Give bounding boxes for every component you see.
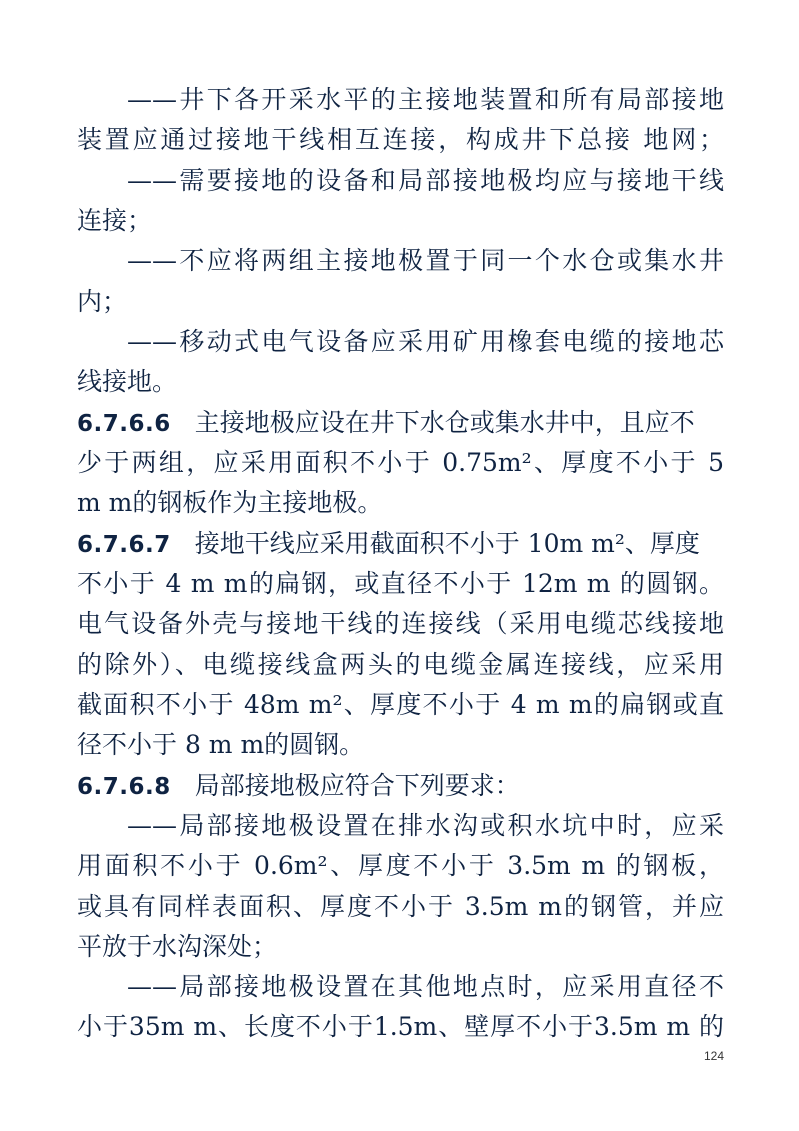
text-line: 平放于水沟深处； <box>77 932 278 961</box>
text-line: 或具有同样表面积、厚度不小于 3.5m m的钢管，并应 <box>77 892 724 921</box>
clause-6-7-6-6: 6.7.6.6 主接地极应设在井下水仓或集水井中，且应不 <box>77 408 695 437</box>
clause-6-7-6-7: 6.7.6.7 接地干线应采用截面积不小于 10m m²、厚度 <box>77 529 700 558</box>
text-line: 截面积不小于 48m m²、厚度不小于 4 m m的扁钢或直 <box>77 690 724 719</box>
text-line: ——不应将两组主接地极置于同一个水仓或集水井 <box>127 246 724 275</box>
text-line: 内； <box>77 287 128 316</box>
text-line: ——局部接地极设置在其他地点时，应采用直径不 <box>127 972 724 1001</box>
text-line: 小于35m m、长度不小于1.5m、壁厚不小于3.5m m 的 <box>77 1012 724 1041</box>
clause-6-7-6-8: 6.7.6.8 局部接地极应符合下列要求： <box>77 771 520 800</box>
text-line: 电气设备外壳与接地干线的连接线（采用电缆芯线接地 <box>77 609 724 638</box>
text-line: 装置应通过接地干线相互连接，构成井下总接 地网； <box>77 125 724 154</box>
section-number: 6.7.6.7 <box>77 532 171 558</box>
text-line: ——移动式电气设备应采用矿用橡套电缆的接地芯 <box>127 327 724 356</box>
text-line: 不小于 4 m m的扁钢，或直径不小于 12m m 的圆钢。 <box>77 569 724 598</box>
text-line: 连接； <box>77 206 153 235</box>
text-line: ——局部接地极设置在排水沟或积水坑中时，应采 <box>127 811 724 840</box>
text-line: 用面积不小于 0.6m²、厚度不小于 3.5m m 的钢板， <box>77 851 724 880</box>
section-number: 6.7.6.8 <box>77 774 171 800</box>
text-line: ——井下各开采水平的主接地装置和所有局部接地 <box>127 85 724 114</box>
text-line: 径不小于 8 m m的圆钢。 <box>77 730 365 759</box>
text-line: m m的钢板作为主接地极。 <box>77 488 383 517</box>
text-line: ——需要接地的设备和局部接地极均应与接地干线 <box>127 166 724 195</box>
text-line: 线接地。 <box>77 367 178 396</box>
text-line: 的除外）、电缆接线盒两头的电缆金属连接线，应采用 <box>77 650 724 679</box>
page-number: 124 <box>703 1049 724 1063</box>
text-line: 少于两组，应采用面积不小于 0.75m²、厚度不小于 5 <box>77 448 724 477</box>
section-number: 6.7.6.6 <box>77 411 171 437</box>
